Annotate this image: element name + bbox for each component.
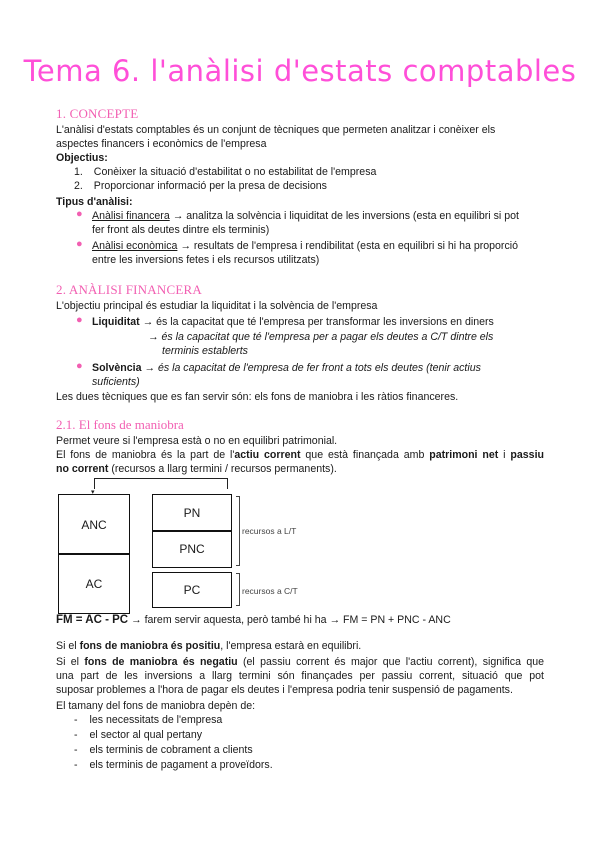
text-run: , l'empresa estarà en equilibri. (220, 640, 362, 652)
formula-main: FM = AC - PC (56, 614, 129, 626)
fons-p2 (56, 448, 544, 476)
pn-label: PN (183, 506, 201, 520)
tipus-label: Tipus d'anàlisi: (56, 196, 133, 208)
list-text: els terminis de cobrament a clients (89, 744, 253, 756)
detail-line: terminis establerts (162, 345, 248, 357)
pnc-label: PNC (179, 542, 205, 556)
bracket-ct (236, 573, 240, 606)
text-run: (recursos a llarg termini / recursos permanents). (108, 463, 337, 475)
text-run: (el passiu corrent és major que l'actiu corrent), significa que (237, 656, 544, 668)
formula-line (56, 614, 451, 626)
text-run: actiu corrent (234, 449, 301, 461)
dash-icon: - (74, 744, 78, 756)
bullet-icon: ● (76, 238, 83, 250)
list-text: el sector al qual pertany (89, 729, 203, 741)
anc-label: ANC (81, 517, 107, 532)
text-run: fons de maniobra és negatiu (84, 656, 238, 668)
recursos-lt-label: recursos a L/T (242, 526, 297, 536)
list-item (74, 179, 327, 193)
term-definition: fer front als deutes dintre els terminis) (92, 224, 270, 236)
intro-line: L'anàlisi d'estats comptables és un conjunt de tècniques que permeten analitzar i conèixer els (56, 124, 496, 136)
recursos-ct-label: recursos a C/T (242, 586, 298, 596)
term: Anàlisi financera (92, 210, 170, 222)
term-definition: → és la capacitat que té l'empresa per transformar les inversions en diners (142, 316, 494, 328)
intro-line: aspectes financers i econòmics de l'empresa (56, 138, 267, 150)
connector-line (94, 478, 228, 489)
list-text: les necessitats de l'empresa (89, 714, 223, 726)
list-item (74, 728, 202, 742)
list-item (74, 743, 253, 757)
text-run: patrimoni net (429, 449, 499, 461)
liquiditat-detail (148, 330, 493, 358)
text-run: no corrent (56, 463, 109, 475)
text-run: i (498, 449, 511, 461)
bullet-icon: ● (76, 208, 83, 220)
page-title: Tema 6. l'anàlisi d'estats comptables (23, 54, 577, 88)
term-definition: → resultats de l'empresa i rendibilitat (esta en equilibri si hi ha proporció (180, 240, 518, 252)
dash-icon: - (74, 759, 78, 771)
depen-text: El tamany del fons de maniobra depèn de: (56, 700, 256, 712)
closing-text: Les dues tècniques que es fan servir són: els fons de maniobra i les ràtios financeres. (56, 391, 459, 403)
pn-box (152, 494, 232, 532)
pc-label: PC (183, 583, 201, 597)
term: Anàlisi econòmica (92, 240, 178, 252)
term: Solvència (92, 362, 142, 374)
list-item (74, 165, 376, 179)
bracket-lt (236, 496, 240, 566)
text-run: fons de maniobra és positiu (79, 640, 221, 652)
analisi-intro: L'objectiu principal és estudiar la liquiditat i la solvència de l'empresa (56, 300, 378, 312)
section-heading-concepte: 1. CONCEPTE (56, 106, 139, 121)
text-run: El fons de maniobra és la part de l' (56, 449, 235, 461)
list-number: 1. (74, 166, 83, 178)
list-text: els terminis de pagament a proveïdors. (89, 759, 273, 771)
list-number: 2. (74, 180, 83, 192)
list-item (92, 361, 544, 389)
detail-line: → és la capacitat que té l'empresa per a pagar els deutes a C/T dintre els (148, 331, 494, 343)
fm-positiu (56, 639, 361, 653)
list-item (92, 239, 544, 267)
list-item (92, 209, 544, 237)
text-run: passiu (510, 449, 544, 461)
text-line: una part de les inversions a llarg termini són finançades per passiu corrent, situació que pot (56, 670, 544, 682)
bullet-icon: ● (76, 360, 83, 372)
term-definition: entre les inversions fetes i els recursos utilitzats) (92, 254, 320, 266)
objectius-label: Objectius: (56, 152, 108, 164)
list-item (74, 758, 273, 772)
pc-box (152, 572, 232, 608)
fm-negatiu (56, 655, 544, 697)
list-text: Proporcionar informació per la presa de decisions (93, 180, 327, 192)
balance-diagram (56, 478, 456, 608)
text-run: Si el (56, 656, 85, 668)
bullet-icon: ● (76, 314, 83, 326)
anc-box (58, 494, 130, 555)
text-run: Si el (56, 640, 80, 652)
subsection-heading-fons-maniobra: 2.1. El fons de maniobra (56, 417, 184, 432)
list-item (92, 315, 494, 329)
ac-label: AC (85, 576, 103, 591)
arrow-icon: ▾ (91, 489, 95, 496)
term-definition: → analitza la solvència i liquiditat de les inversions (esta en equilibri si pot (172, 210, 519, 222)
term-definition: suficients) (92, 376, 140, 388)
term-definition: → és la capacitat de l'empresa de fer front a tots els deutes (tenir actius (144, 362, 481, 374)
ac-box (58, 553, 130, 614)
list-item (74, 713, 222, 727)
dash-icon: - (74, 714, 78, 726)
text-line: suposar problemes a l'hora de pagar els deutes i l'empresa podria tenir suspensió de pagaments. (56, 684, 513, 696)
pnc-box (152, 530, 232, 568)
fons-p1: Permet veure si l'empresa està o no en equilibri patrimonial. (56, 435, 338, 447)
term: Liquiditat (92, 316, 140, 328)
dash-icon: - (74, 729, 78, 741)
concepte-intro (56, 123, 542, 151)
formula-alt: → farem servir aquesta, però també hi ha → FM = PN + PNC - ANC (128, 614, 451, 626)
section-heading-analisi-financera: 2. ANÀLISI FINANCERA (56, 282, 202, 297)
list-text: Conèixer la situació d'estabilitat o no estabilitat de l'empresa (93, 166, 377, 178)
text-run: que està finançada amb (300, 449, 430, 461)
